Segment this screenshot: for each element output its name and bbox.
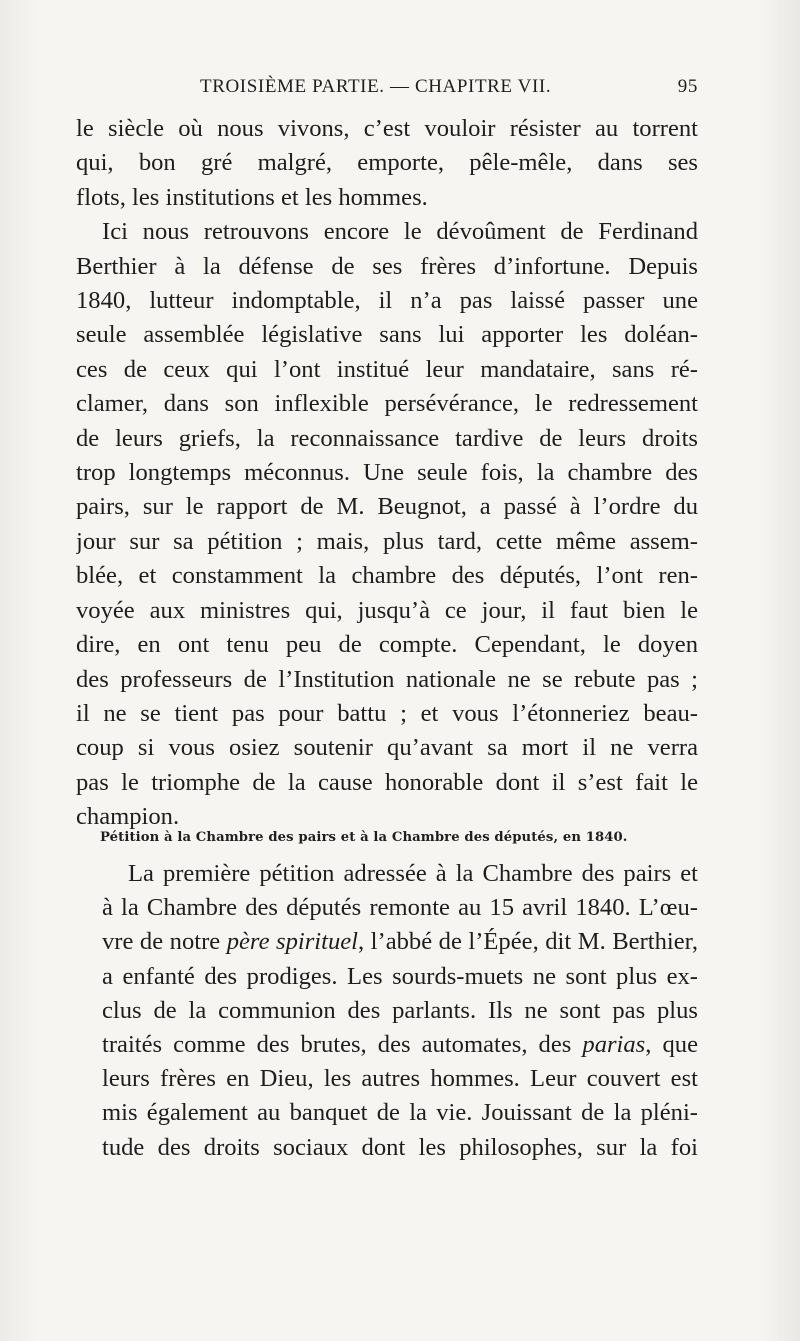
text-line: Berthier à la défense de ses frères d’infortune. Depuis — [76, 252, 698, 280]
text-line: de leurs griefs, la reconnaissance tardive de leurs droits — [76, 424, 698, 452]
italic-text: père spirituel — [226, 928, 359, 956]
text-line: mis également au banquet de la vie. Jouissant de la pléni- — [102, 1099, 698, 1127]
text-line: traités comme des brutes, des automates, des parias, que — [102, 1031, 698, 1059]
text-line: vre de notre père spirituel, l’abbé de l’Épée, dit M. Berthier, — [102, 928, 698, 956]
text-line: clamer, dans son inflexible persévérance, le redressement — [76, 390, 698, 418]
text-line: ces de ceux qui l’ont institué leur mandataire, sans ré- — [76, 355, 698, 383]
paragraph-1 — [76, 112, 698, 215]
text-line: blée, et constamment la chambre des députés, l’ont ren- — [76, 562, 698, 590]
page-header — [78, 76, 698, 104]
text-line: champion. — [76, 803, 180, 831]
main-text-block — [76, 112, 698, 835]
text-line: flots, les institutions et les hommes. — [76, 183, 428, 211]
text-line: 1840, lutteur indomptable, il n’a pas laissé passer une — [76, 287, 698, 315]
text-line: il ne se tient pas pour battu ; et vous l’étonneriez beau- — [76, 699, 698, 727]
text-line: clus de la communion des parlants. Ils ne sont pas plus — [102, 996, 698, 1024]
section-heading: Pétition à la Chambre des pairs et à la Chambre des députés, en 1840. — [100, 830, 628, 845]
text-line: coup si vous osiez soutenir qu’avant sa mort il ne verra — [76, 734, 698, 762]
second-text-block — [76, 857, 698, 1165]
italic-text: parias — [582, 1031, 646, 1059]
text-line: à la Chambre des députés remonte au 15 avril 1840. L’œu- — [102, 894, 698, 922]
text-line: pairs, sur le rapport de M. Beugnot, a passé à l’ordre du — [76, 493, 698, 521]
text-line: jour sur sa pétition ; mais, plus tard, cette même assem- — [76, 527, 698, 555]
text-line: des professeurs de l’Institution nationale ne se rebute pas ; — [76, 665, 698, 693]
text-line: pas le triomphe de la cause honorable dont il s’est fait le — [76, 768, 698, 796]
text-line: qui, bon gré malgré, emporte, pêle-mêle, dans ses — [76, 149, 698, 177]
paragraph-3 — [76, 857, 698, 1165]
text-line: voyée aux ministres qui, jusqu’à ce jour, il faut bien le — [76, 596, 698, 624]
text-line: tude des droits sociaux dont les philosophes, sur la foi — [102, 1133, 698, 1161]
text-line: seule assemblée législative sans lui apporter les doléan- — [76, 321, 698, 349]
text-line: La première pétition adressée à la Chambre des pairs et — [128, 860, 698, 887]
text-line: a enfanté des prodiges. Les sourds-muets ne sont plus ex- — [102, 962, 698, 990]
paragraph-2 — [76, 215, 698, 834]
text-line: leurs frères en Dieu, les autres hommes. Leur couvert est — [102, 1065, 698, 1093]
running-title: TROISIÈME PARTIE. — CHAPITRE VII. — [200, 76, 552, 97]
text-line: Ici nous retrouvons encore le dévoûment de Ferdinand — [102, 218, 698, 246]
text-line: dire, en ont tenu peu de compte. Cependant, le doyen — [76, 631, 698, 659]
page-number: 95 — [677, 76, 698, 97]
text-line: le siècle où nous vivons, c’est vouloir résister au torrent — [76, 115, 698, 142]
text-line: trop longtemps méconnus. Une seule fois, la chambre des — [76, 459, 698, 487]
